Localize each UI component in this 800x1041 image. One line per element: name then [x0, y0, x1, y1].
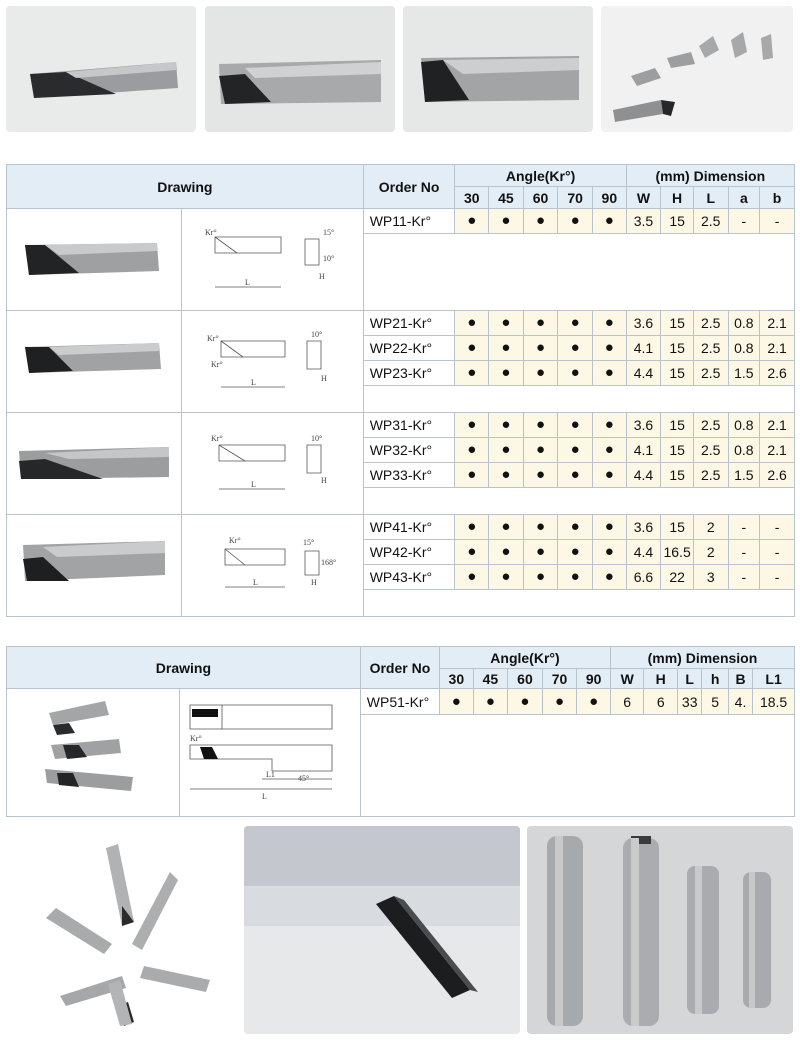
angle-col-header: 30 [455, 187, 489, 209]
dim-value: 2.1 [760, 437, 795, 462]
angle-dot: ● [558, 335, 593, 360]
table-row [7, 209, 795, 234]
drawing-label: Kr° [204, 228, 217, 237]
drawing-label: L [252, 578, 258, 587]
drawing-label: H [320, 374, 327, 383]
drawing-label: 15° [322, 228, 334, 237]
angle-col-header: 70 [542, 669, 577, 689]
spec-table-1 [6, 164, 795, 617]
drawing-label: Kr° [210, 434, 223, 443]
dim-value: - [728, 515, 760, 540]
drawing-label: H [310, 578, 317, 587]
angle-dot: ● [577, 689, 611, 715]
tool-bit-image [6, 826, 236, 1034]
angle-dot: ● [489, 539, 524, 564]
dimension-header: (mm) Dimension [610, 647, 794, 669]
dim-col-header: B [728, 669, 752, 689]
angle-col-header: 45 [489, 187, 524, 209]
dim-value: 2.1 [760, 311, 795, 336]
dim-col-header: L [693, 187, 728, 209]
table-row [7, 413, 795, 438]
angle-dot: ● [592, 515, 626, 540]
drawing-label: Kr° [210, 360, 223, 369]
group1-photo [7, 209, 182, 311]
technical-drawing [185, 311, 361, 409]
angle-dot: ● [558, 360, 593, 385]
dim-value: 6 [610, 689, 644, 715]
tool-bit-image [9, 413, 179, 511]
group4-photo [7, 515, 182, 617]
tool-bit-image [244, 826, 520, 1034]
dim-value: 2.5 [693, 413, 728, 438]
dim-value: 2 [693, 539, 728, 564]
angle-dot: ● [455, 564, 489, 589]
dim-value: 16.5 [661, 539, 694, 564]
angle-dot: ● [558, 462, 593, 487]
drawing-label: Kr° [206, 334, 219, 343]
dim-value: 3.6 [626, 413, 661, 438]
empty-cell [360, 715, 794, 817]
angle-dot: ● [455, 515, 489, 540]
dim-value: 0.8 [728, 437, 760, 462]
order-no: WP22-Kr° [363, 335, 455, 360]
technical-drawing [182, 689, 358, 813]
group4-drawing [182, 515, 363, 617]
drawing-label: L [250, 480, 256, 489]
group3-photo [7, 413, 182, 515]
angle-dot: ● [592, 437, 626, 462]
order-no: WP31-Kr° [363, 413, 455, 438]
empty-cell [363, 487, 794, 514]
dim-value: 2.5 [693, 311, 728, 336]
dim-value: 2.5 [693, 462, 728, 487]
dim-value: 22 [661, 564, 694, 589]
dim-value: 3.6 [626, 515, 661, 540]
dim-col-header: H [661, 187, 694, 209]
angle-dot: ● [558, 311, 593, 336]
angle-header: Angle(Kr°) [440, 647, 611, 669]
angle-dot: ● [489, 413, 524, 438]
angle-dot: ● [473, 689, 508, 715]
angle-dot: ● [489, 515, 524, 540]
angle-dot: ● [489, 564, 524, 589]
angle-dot: ● [542, 689, 577, 715]
tool-bit-image [527, 826, 793, 1034]
angle-dot: ● [455, 539, 489, 564]
spec-table-2 [6, 646, 795, 817]
dim-value: 18.5 [753, 689, 795, 715]
order-no-header: Order No [360, 647, 439, 689]
angle-dot: ● [489, 209, 524, 234]
drawing-label: 45° [297, 774, 309, 783]
dim-value: - [760, 515, 795, 540]
dim-value: 6.6 [626, 564, 661, 589]
bottom-photo-2 [244, 826, 520, 1034]
tool-bit-image [601, 6, 793, 132]
tool-photo-1 [6, 6, 196, 132]
angle-col-header: 60 [523, 187, 558, 209]
tool-bit-image [9, 311, 179, 409]
group1-drawing [182, 209, 363, 311]
drawing-label: H [320, 476, 327, 485]
angle-col-header: 30 [440, 669, 474, 689]
angle-col-header: 90 [592, 187, 626, 209]
angle-dot: ● [558, 539, 593, 564]
angle-dot: ● [455, 209, 489, 234]
dim-value: 4. [728, 689, 752, 715]
dim-value: 4.4 [626, 462, 661, 487]
dim-value: 1.5 [728, 462, 760, 487]
angle-dot: ● [592, 462, 626, 487]
angle-dot: ● [523, 413, 558, 438]
dim-value: 15 [661, 462, 694, 487]
drawing-label: L1 [265, 770, 275, 779]
dim-col-header: W [626, 187, 661, 209]
dim-value: - [760, 209, 795, 234]
dim-value: 4.1 [626, 437, 661, 462]
table-row [7, 515, 795, 540]
dim-col-header: L [678, 669, 702, 689]
tool-bit-image [9, 515, 179, 613]
dim-col-header: h [702, 669, 728, 689]
dim-value: 33 [678, 689, 702, 715]
tool-photo-4 [601, 6, 793, 132]
angle-dot: ● [592, 360, 626, 385]
angle-dot: ● [558, 564, 593, 589]
technical-drawing [185, 209, 361, 307]
order-no: WP43-Kr° [363, 564, 455, 589]
table-row [7, 311, 795, 336]
dim-value: 0.8 [728, 413, 760, 438]
tool-bit-image [9, 689, 177, 813]
table-row [7, 689, 795, 715]
angle-dot: ● [455, 311, 489, 336]
dim-value: 2.6 [760, 360, 795, 385]
angle-dot: ● [455, 413, 489, 438]
angle-dot: ● [523, 335, 558, 360]
dim-value: 4.1 [626, 335, 661, 360]
dim-value: 15 [661, 360, 694, 385]
angle-dot: ● [558, 437, 593, 462]
angle-dot: ● [523, 539, 558, 564]
tool-photo-2 [205, 6, 395, 132]
technical-drawing [185, 413, 361, 511]
dim-value: - [728, 564, 760, 589]
tool-bit-image [6, 6, 196, 132]
dim-value: 2.1 [760, 335, 795, 360]
angle-col-header: 60 [508, 669, 543, 689]
angle-dot: ● [558, 413, 593, 438]
order-no-header: Order No [363, 165, 455, 209]
dim-value: 0.8 [728, 311, 760, 336]
dim-value: 3 [693, 564, 728, 589]
drawing-header: Drawing [7, 647, 361, 689]
tool-bit-image [9, 209, 179, 307]
dim-value: 2.5 [693, 360, 728, 385]
group2-drawing [182, 311, 363, 413]
tool-bit-image [403, 6, 593, 132]
angle-dot: ● [558, 209, 593, 234]
dim-value: - [760, 564, 795, 589]
angle-dot: ● [508, 689, 543, 715]
angle-col-header: 45 [473, 669, 508, 689]
angle-dot: ● [592, 311, 626, 336]
angle-dot: ● [489, 360, 524, 385]
drawing-label: 10° [310, 330, 322, 339]
technical-drawing [185, 515, 361, 613]
dim-col-header: L1 [753, 669, 795, 689]
group5-drawing [179, 689, 360, 817]
angle-dot: ● [523, 437, 558, 462]
dim-value: 15 [661, 413, 694, 438]
dim-value: - [728, 209, 760, 234]
dim-value: 5 [702, 689, 728, 715]
angle-dot: ● [440, 689, 474, 715]
dim-value: 3.5 [626, 209, 661, 234]
empty-cell [363, 385, 794, 412]
dim-col-header: b [760, 187, 795, 209]
dim-value: 4.4 [626, 539, 661, 564]
drawing-header: Drawing [7, 165, 364, 209]
angle-dot: ● [455, 360, 489, 385]
dim-col-header: a [728, 187, 760, 209]
angle-dot: ● [455, 462, 489, 487]
dimension-header: (mm) Dimension [626, 165, 794, 187]
angle-dot: ● [489, 462, 524, 487]
dim-value: 6 [644, 689, 678, 715]
angle-dot: ● [592, 539, 626, 564]
order-no: WP23-Kr° [363, 360, 455, 385]
angle-dot: ● [523, 462, 558, 487]
drawing-label: L [261, 792, 267, 801]
drawing-label: Kr° [228, 536, 241, 545]
drawing-label: 15° [302, 538, 314, 547]
bottom-photo-3 [527, 826, 793, 1034]
angle-dot: ● [523, 360, 558, 385]
order-no: WP51-Kr° [360, 689, 439, 715]
angle-dot: ● [523, 515, 558, 540]
angle-dot: ● [592, 413, 626, 438]
group3-drawing [182, 413, 363, 515]
dim-value: 2.5 [693, 437, 728, 462]
order-no: WP21-Kr° [363, 311, 455, 336]
order-no: WP33-Kr° [363, 462, 455, 487]
angle-header: Angle(Kr°) [455, 165, 626, 187]
angle-col-header: 90 [577, 669, 611, 689]
dim-value: 1.5 [728, 360, 760, 385]
angle-dot: ● [592, 564, 626, 589]
drawing-label: 10° [322, 254, 334, 263]
angle-col-header: 70 [558, 187, 593, 209]
angle-dot: ● [523, 564, 558, 589]
angle-dot: ● [455, 335, 489, 360]
tool-photo-3 [403, 6, 593, 132]
dim-col-header: W [610, 669, 644, 689]
dim-value: 0.8 [728, 335, 760, 360]
dim-value: 15 [661, 437, 694, 462]
angle-dot: ● [489, 311, 524, 336]
dim-col-header: H [644, 669, 678, 689]
angle-dot: ● [455, 437, 489, 462]
drawing-label: H [318, 272, 325, 281]
drawing-label: 168° [320, 558, 336, 567]
dim-value: 2.1 [760, 413, 795, 438]
angle-dot: ● [523, 209, 558, 234]
order-no: WP11-Kr° [363, 209, 455, 234]
empty-cell [363, 233, 794, 310]
drawing-label: 10° [310, 434, 322, 443]
angle-dot: ● [489, 335, 524, 360]
drawing-label: L [244, 278, 250, 287]
dim-value: - [728, 539, 760, 564]
empty-cell [363, 589, 794, 616]
group5-photo [7, 689, 180, 817]
drawing-label: Kr° [189, 734, 202, 743]
order-no: WP42-Kr° [363, 539, 455, 564]
angle-dot: ● [489, 437, 524, 462]
bottom-photo-1 [6, 826, 236, 1034]
order-no: WP32-Kr° [363, 437, 455, 462]
dim-value: 2 [693, 515, 728, 540]
dim-value: 2.5 [693, 335, 728, 360]
order-no: WP41-Kr° [363, 515, 455, 540]
dim-value: 15 [661, 335, 694, 360]
dim-value: 15 [661, 311, 694, 336]
dim-value: 3.6 [626, 311, 661, 336]
angle-dot: ● [592, 335, 626, 360]
dim-value: 2.6 [760, 462, 795, 487]
dim-value: 4.4 [626, 360, 661, 385]
group2-photo [7, 311, 182, 413]
angle-dot: ● [558, 515, 593, 540]
angle-dot: ● [523, 311, 558, 336]
drawing-label: L [250, 378, 256, 387]
angle-dot: ● [592, 209, 626, 234]
tool-bit-image [205, 6, 395, 132]
dim-value: 15 [661, 515, 694, 540]
dim-value: 2.5 [693, 209, 728, 234]
dim-value: 15 [661, 209, 694, 234]
dim-value: - [760, 539, 795, 564]
